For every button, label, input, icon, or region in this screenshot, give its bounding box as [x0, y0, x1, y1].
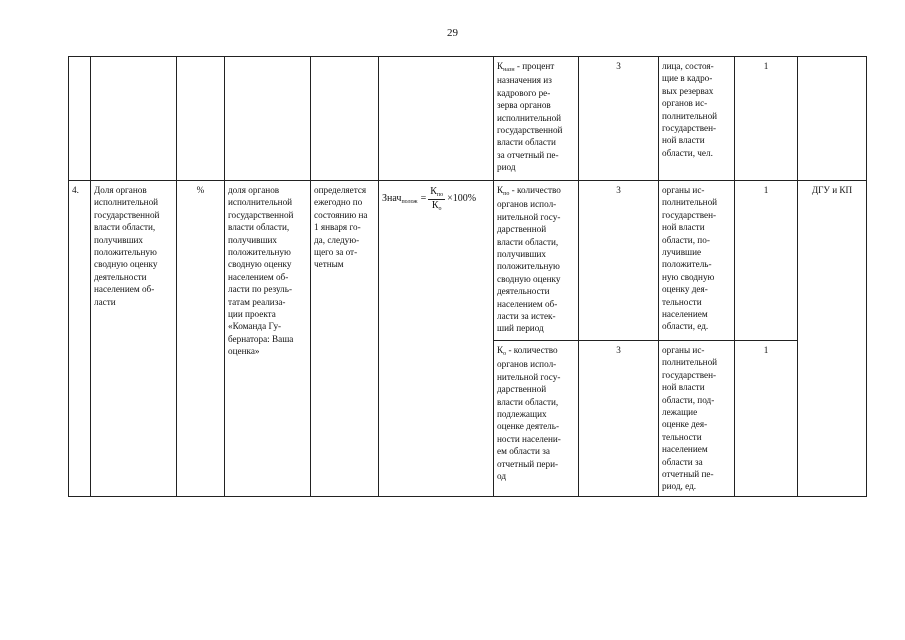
responsible-body: ДГУ и КП: [798, 181, 867, 497]
cell-empty: [177, 57, 225, 181]
variable-coef: 1: [735, 181, 798, 341]
indicator-table: [68, 56, 867, 497]
cell-empty: [379, 57, 494, 181]
variable-code: 3: [579, 341, 659, 497]
variable-code: 3: [579, 57, 659, 181]
variable-unit: органы ис- полнительной государствен- ной власти области, под- лежащие оценке дея- тельности населением области за отчетный пе- риод, ед.: [659, 341, 735, 497]
indicator-definition: доля органов исполнительной государственной власти области, получивших положительную сводную оценку населением об- ласти по резуль- татам реализа- ции проекта «Команда Гу- бернатора: Ваша оценка»: [225, 181, 311, 497]
cell-empty: [91, 57, 177, 181]
table-row-indicator-4: [69, 181, 867, 341]
variable-coef: 1: [735, 57, 798, 181]
variable-k-po: $К_{по}$ - количество органов испол- нительной госу- дарственной власти области, получивших положительную сводную оценку деятельности населением об- ласти за истек- ший период: [494, 181, 579, 341]
variable-k-o: $К_о$ - количество органов испол- нительной госу- дарственной власти области, подлежащих оценке деятель- ности населени- ем области за отчетный пери- од: [494, 341, 579, 497]
variable-code: 3: [579, 181, 659, 341]
cell-empty: [311, 57, 379, 181]
cell-empty: [69, 57, 91, 181]
variable-coef: 1: [735, 341, 798, 497]
indicator-name: Доля органов исполнительной государственной власти области, получивших положительную сводную оценку деятельности населением об- ласти: [91, 181, 177, 497]
variable-k-nazn: $К_{назн}$ - процент назначения из кадрового ре- зерва органов исполнительной государственной власти области за отчетный пе- риод: [494, 57, 579, 181]
indicator-periodicity: определяется ежегодно по состоянию на 1 января го- да, следую- щего за от- четным: [311, 181, 379, 497]
variable-unit: лица, состоя- щие в кадро- вых резервах органов ис- полнительной государствен- ной власти области, чел.: [659, 57, 735, 181]
cell-empty: [798, 57, 867, 181]
indicator-unit: %: [177, 181, 225, 497]
page-number: 29: [447, 27, 458, 39]
table-row-continuation: [69, 57, 867, 181]
indicator-formula: [379, 181, 494, 497]
variable-unit: органы ис- полнительной государствен- ной власти области, по- лучившие положитель- ную сводную оценку дея- тельности населением области, ед.: [659, 181, 735, 341]
indicator-number: 4.: [69, 181, 91, 497]
formula: Знач полож = $\frac{К_{по}}{К_о}$ ×100%: [382, 186, 477, 212]
formula-fraction: $\frac{К_{по}}{К_о}$: [430, 186, 444, 212]
cell-empty: [225, 57, 311, 181]
